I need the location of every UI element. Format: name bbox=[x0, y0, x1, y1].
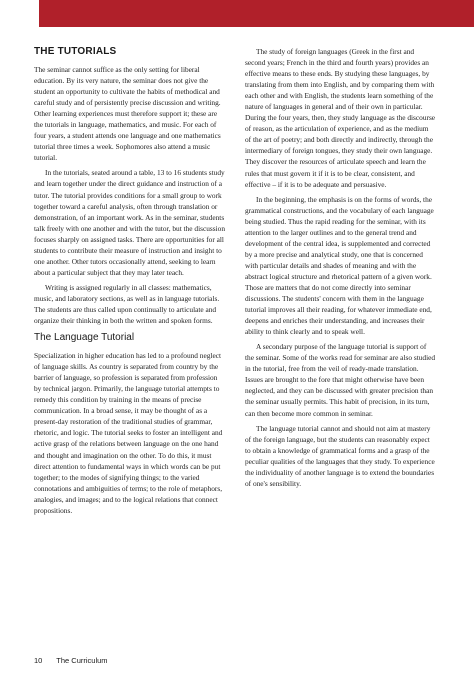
left-column bbox=[34, 46, 225, 520]
paragraph: The seminar cannot suffice as the only setting for liberal education. By its very nature, the seminar does not give the student an opportunity to cultivate the habits of methodical and careful study and of persistently precise discussion and writing. Other learning experiences must therefore support it; these are the tutorials in language, mathematics, and music. For each of four years, a student attends one language and one mathematics tutorial three times a week. Sophomores also attend a music tutorial. bbox=[34, 65, 221, 163]
header-accent-bar bbox=[39, 0, 474, 27]
page-number: 10 bbox=[34, 656, 43, 665]
paragraph: Specialization in higher education has led to a profound neglect of language skills. As country is separated from country by the barrier of language, so profession is separated from profession by technical jargon. Primarily, the language tutorial attempts to remedy this condition by training in the means of precise communication. In a broad sense, it may be thought of as a present-day restoration of the traditional studies of grammar, rhetoric, and logic. The tutorial seeks to foster an intelligent and active grasp of the relations between language on the one hand and thought and imagination on the other. To do this, it must direct attention to fundamental ways in which words can be put together; to the modes of signifying things; to the varied connotations and ambiguities of terms; to the role of metaphors, analogies, and images; and to the logical relations that connect propositions. bbox=[34, 351, 223, 515]
paragraph: In the beginning, the emphasis is on the forms of words, the grammatical constructions, and the vocabulary of each language being studied. Thus the rapid reading for the seminar, with its attention to the larger outlines and to the general trend and development of the central idea, is supplemented and corrected by a more precise and analytical study, one that is concerned with particular details and shades of meaning and with the abstract logical structure and rhetorical pattern of a given work. Those are matters that do not come directly into seminar discussions. The students' concern with them in the language tutorial improves all their reading, for whatever immediate end, deepens and enriches their understanding, and increases their ability to think clearly and to speak well. bbox=[245, 194, 434, 337]
paragraph: The study of foreign languages (Greek in the first and second years; French in the third and fourth years) provides an effective means to these ends. By studying these languages, by translating from them into English, and by comparing them with each other and with English, the students learn something of the nature of languages in general and of their own in particular. During the four years, then, they study language as the discourse of reason, as the articulation of experience, and as the medium of the art of poetry; and both directly and indirectly, through the intermediary of foreign tongues, they study their own language. They discover the resources of articulate speech and learn the rules that must govern it if it is to be clear, consistent, and effective – if it is to be adequate and persuasive. bbox=[245, 47, 436, 189]
subsection-heading: The Language Tutorial bbox=[34, 332, 135, 344]
paragraph: The language tutorial cannot and should not aim at mastery of the foreign language, but the students can reasonably expect to obtain a knowledge of grammatical forms and a grasp of the peculiar qualities of the languages that they study. To experience the individuality of another language is to extend the boundaries of one's sensibility. bbox=[245, 423, 435, 488]
paragraph: A secondary purpose of the language tutorial is support of the seminar. Some of the works read for seminar are also studied in the tutorial, free from the veil of ready-made translation. Issues are brought to the fore that might otherwise have been neglected, and they can be discussed with greater precision than the seminar usually permits. This habit of precision, in its turn, can then become more common in seminar. bbox=[245, 342, 436, 418]
footer-section-title: The Curriculum bbox=[56, 656, 108, 665]
page-footer bbox=[34, 656, 108, 665]
paragraph: In the tutorials, seated around a table, 13 to 16 students study and learn together under the direct guidance and instruction of a tutor. The tutorial provides conditions for a small group to work together toward a careful analysis, often through translation or demonstration, of an important work. As in the seminar, students talk freely with one another and with the tutor, but the discussion focuses sharply on assigned tasks. There are opportunities for all students to contribute their measure of instruction and insight to one another. Other tutors occasionally attend, seeking to learn about a particular subject that they may later teach. bbox=[34, 168, 226, 277]
section-heading: THE TUTORIALS bbox=[34, 46, 117, 57]
paragraph: Writing is assigned regularly in all classes: mathematics, music, and laboratory sections, as well as in language tutorials. The students are thus called upon continually to articulate and organize their thinking in both the written and spoken forms. bbox=[34, 282, 220, 326]
right-column bbox=[245, 46, 436, 493]
